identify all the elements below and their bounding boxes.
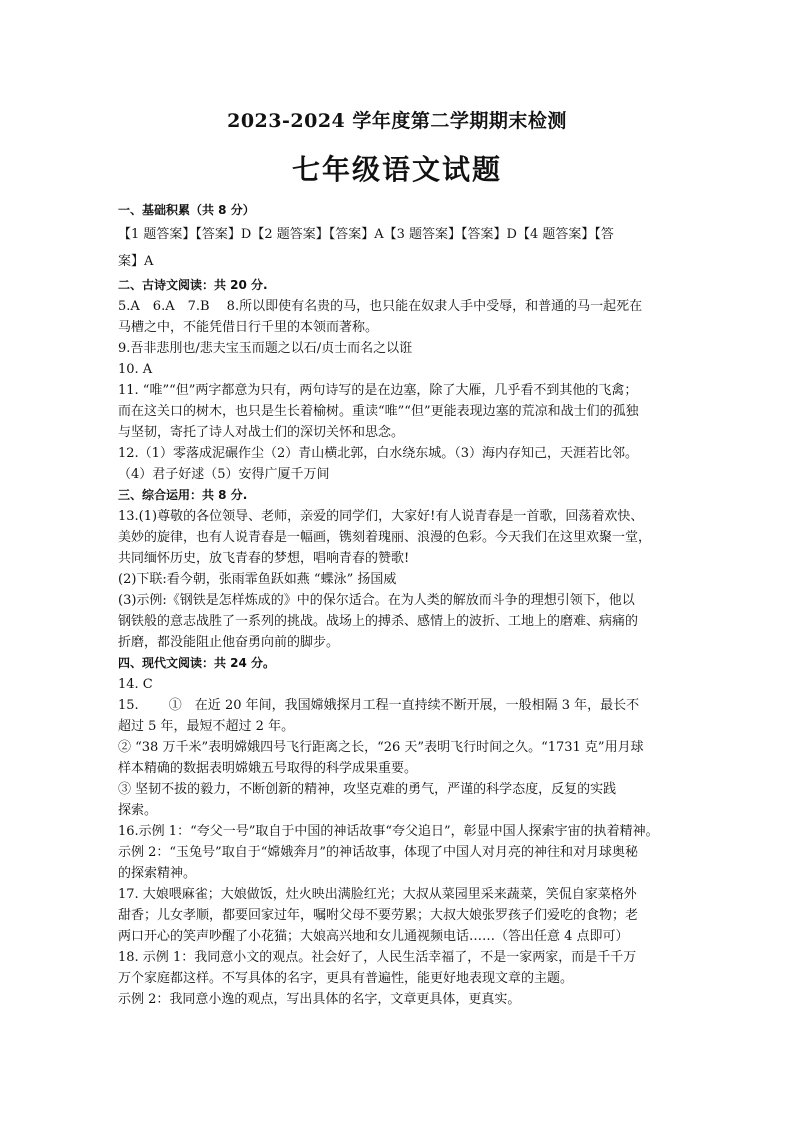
answer-line: 9.吾非悲刖也/悲夫宝玉而题之以石/贞士而名之以诳 (118, 341, 413, 356)
answer-line: 而在这关口的树木，也只是生长着榆树。重读“唯”“但”更能表现边塞的荒凉和战士们的孤独 (118, 404, 639, 419)
answer-line: 美妙的旋律，也有人说青春是一幅画，镌刻着瑰丽、浪漫的色彩。今天我们在这里欢聚一堂， (118, 530, 652, 545)
section-heading: 二、古诗文阅读：共 20 分. (118, 278, 268, 292)
answer-line: 14. C (118, 677, 153, 692)
answer-line: 共同缅怀历史，放飞青春的梦想，唱响青春的赞歌! (118, 551, 410, 566)
answer-content (118, 200, 678, 1010)
answer-line: ② “38 万千米”表明嫦娥四号飞行距离之长，“26 天”表明飞行时间之久。“1731 克”用月球 (118, 740, 644, 755)
answer-line: 样本精确的数据表明嫦娥五号取得的科学成果重要。 (118, 761, 418, 776)
answer-line: ③ 坚韧不拔的毅力，不断创新的精神，攻坚克难的勇气，严谨的科学态度，反复的实践 (118, 782, 617, 797)
answer-line: 两口开心的笑声吵醒了小花猫；大娘高兴地和女儿通视频电话……（答出任意 4 点即可） (118, 929, 629, 944)
term-title: 2023-2024 学年度第二学期期末检测 (227, 110, 567, 132)
section-heading: 四、现代文阅读：共 24 分。 (118, 656, 276, 670)
answer-line: (3)示例:《钢铁是怎样炼成的》中的保尔适合。在为人类的解放而斗争的理想引领下，他以 (118, 593, 635, 608)
answer-line: 13.(1)尊敬的各位领导、老师，亲爱的同学们，大家好!有人说青春是一首歌，回荡着欢快、 (118, 509, 644, 524)
answer-line: 示例 2：我同意小逸的观点，写出具体的名字，文章更具体，更真实。 (118, 992, 521, 1007)
subject-title: 七年级语文试题 (291, 153, 502, 186)
answer-line: 15. ① 在近 20 年间，我国嫦娥探月工程一直持续不断开展，一般相隔 3 年，最长不 (118, 698, 640, 713)
answer-line: 万个家庭都这样。不写具体的名字，更具有普遍性，能更好地表现文章的主题。 (118, 971, 574, 986)
answer-line: 超过 5 年，最短不超过 2 年。 (118, 719, 295, 734)
answer-line: 示例 2：“玉兔号”取自于“嫦娥奔月”的神话故事，体现了中国人对月亮的神往和对月球奥秘 (118, 845, 638, 860)
section-heading: 一、基础积累（共 8 分） (118, 203, 255, 217)
answer-line: (2)下联:看今朝，张雨霏鱼跃如燕 “蝶泳” 扬国威 (118, 572, 397, 587)
answer-line: 16.示例 1：“夸父一号”取自于中国的神话故事“夸父追日”，彰显中国人探索宇宙的执着精神。 (118, 824, 659, 839)
answer-line: 17. 大娘喂麻雀；大娘做饭，灶火映出满脸红光；大叔从菜园里采来蔬菜，笑侃自家菜格外 (118, 887, 637, 902)
answer-line: 探索。 (118, 803, 158, 818)
answer-line: 折磨，都没能阻止他奋勇向前的脚步。 (118, 635, 340, 650)
answer-line: 【1 题答案】【答案】D【2 题答案】【答案】A【3 题答案】【答案】D【4 题答案】【答 (118, 227, 614, 242)
answer-line: 10. A (118, 362, 153, 377)
answer-line: 5.A 6.A 7.B 8.所以即使有名贵的马，也只能在奴隶人手中受辱，和普通的马一起死在 (118, 299, 643, 314)
answer-line: 12.（1）零落成泥碾作尘（2）青山横北郭，白水绕东城。（3）海内存知己，天涯若比邻。 (118, 446, 638, 461)
answer-line: 18. 示例 1：我同意小文的观点。社会好了，人民生活幸福了，不是一家两家，而是千千万 (118, 950, 637, 965)
answer-line: 马槽之中，不能凭借日行千里的本领而著称。 (118, 320, 379, 335)
answer-line: 甜香；儿女孝顺，都要回家过年，嘱咐父母不要劳累；大叔大娘张罗孩子们爱吃的食物；老 (118, 908, 639, 923)
section-heading: 三、综合运用：共 8 分. (118, 488, 248, 502)
answer-line: 的探索精神。 (118, 866, 197, 881)
answer-line: 与坚韧，寄托了诗人对战士们的深切关怀和思念。 (118, 425, 405, 440)
answer-line: （4）君子好逑（5）安得广厦千万间 (118, 467, 330, 482)
answer-line: 案】A (118, 254, 154, 269)
answer-line: 钢铁般的意志战胜了一系列的挑战。战场上的搏杀、感情上的波折、工地上的磨难、病痛的 (118, 614, 639, 629)
answer-line: 11. “唯”“但”两字都意为只有，两句诗写的是在边塞，除了大雁，几乎看不到其他的飞禽； (118, 383, 638, 398)
